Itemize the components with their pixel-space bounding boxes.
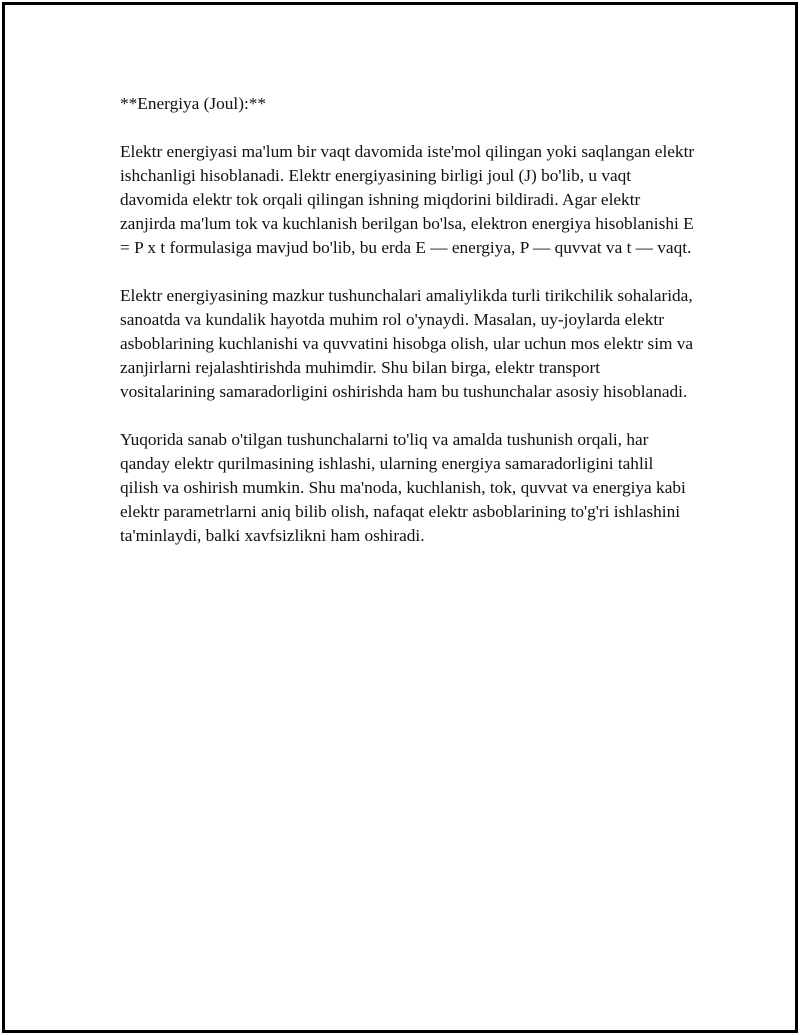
paragraph-energy-definition: Elektr energiyasi ma'lum bir vaqt davomida iste'mol qilingan yoki saqlangan elektr ishchanligi hisoblanadi. Elektr energiyasining birligi joul (J) bo'lib, u vaqt davomida elektr tok orqali qilingan ishning miqdorini bildiradi. Agar elektr zanjirda ma'lum tok va kuchlanish berilgan bo'lsa, elektron energiya hisoblanishi E = P x t formulasiga mavjud bo'lib, bu erda E — energiya, P — quvvat va t — vaqt. — [120, 142, 695, 257]
section-heading: **Energiya (Joul):** — [120, 94, 267, 113]
paragraph-applications: Elektr energiyasining mazkur tushunchalari amaliylikda turli tirikchilik sohalarida, sanoatda va kundalik hayotda muhim rol o'ynaydi. Masalan, uy-joylarda elektr asboblarining kuchlanishi va quvvatini hisobga olish, ular uchun mos elektr sim va zanjirlarni rejalashtirishda muhimdir. Shu bilan birga, elektr transport vositalarining samaradorligini oshirishda ham bu tushunchalar asosiy hisoblanadi. — [120, 286, 694, 401]
page-frame — [2, 2, 798, 1033]
document-body — [120, 92, 695, 548]
paragraph-conclusion: Yuqorida sanab o'tilgan tushunchalarni to'liq va amalda tushunish orqali, har qanday elektr qurilmasining ishlashi, ularning energiya samaradorligini tahlil qilish va oshirish mumkin. Shu ma'noda, kuchlanish, tok, quvvat va energiya kabi elektr parametrlarni aniq bilib olish, nafaqat elektr asboblarining to'g'ri ishlashini ta'minlaydi, balki xavfsizlikni ham oshiradi. — [120, 430, 686, 545]
